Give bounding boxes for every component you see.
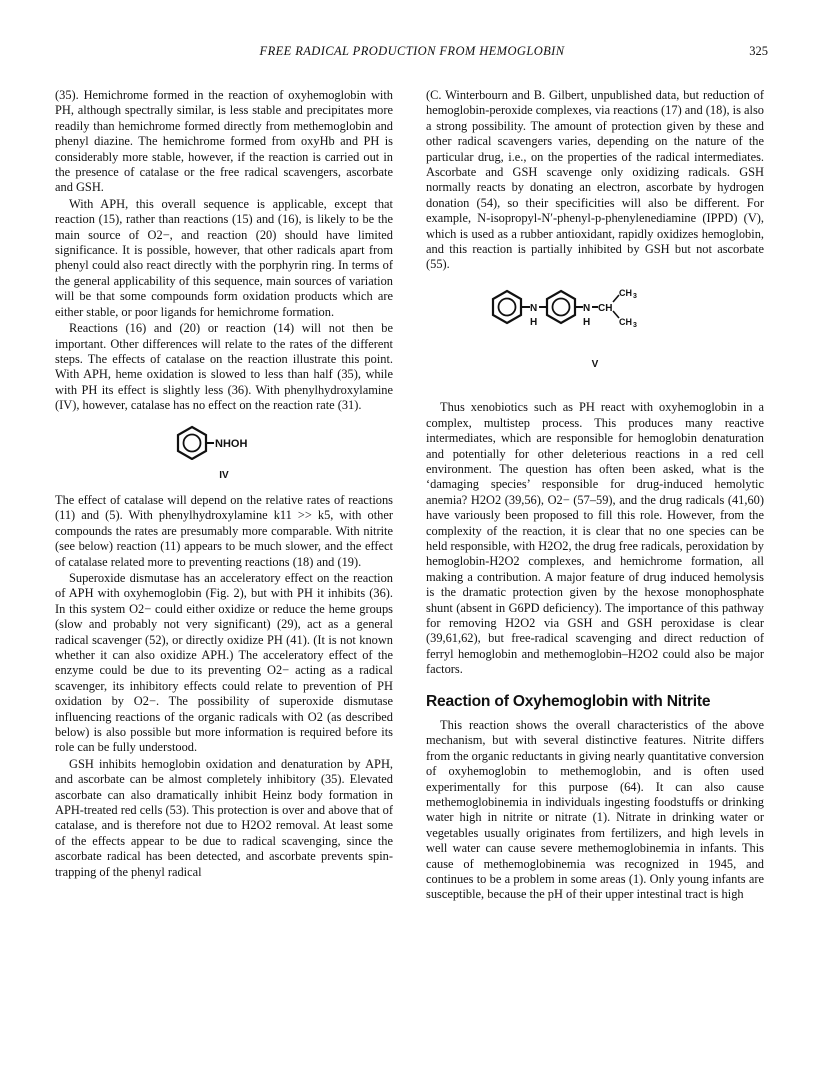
svg-text:3: 3 [633, 292, 637, 300]
paragraph: The effect of catalase will depend on the relative rates of reactions (11) and (5). With phenylhydroxylamine k11 >> k5, with other compounds the rates are presumably more comparable. With nitrite (see below) reaction (11) appears to be much slower, and the effect of catalase related more to preventing reactions (18) and (19). [55, 492, 393, 569]
svg-text:3: 3 [633, 321, 637, 329]
paragraph: Thus xenobiotics such as PH react with oxyhemoglobin in a complex, multistep process. This produces many reactive intermediates, which are responsible for hemoglobin denaturation and potentially for other deleterious reactions in a red cell environment. The question has often been asked, what is the ‘damaging species’ responsible for drug-induced hemolytic anemia? H2O2 (39,56), O2− (57–59), and the drug radicals (41,60) have variously been proposed to fill this role. However, from the complexity of the reaction, it is clear that no one species can be held responsible, with H2O2, the drug free radicals, peroxidation by hemoglobin-H2O2 complexes, and hemichrome formation, all making a contribution. A major feature of drug induced hemolysis is the dramatic protection given by the hexose monophosphate shunt (absent in G6PD deficiency). The importance of this pathway for removing H2O2 via GSH and GSH peroxidase is clear (39,61,62), but free-radical scavenging and direct reduction of ferryl hemoglobin and methemoglobin–H2O2 could also be major factors. [426, 400, 764, 677]
paragraph: (C. Winterbourn and B. Gilbert, unpublished data, but reduction of hemoglobin-peroxide complexes, via reactions (17) and (18), is also a strong possibility. The amount of protection given by these and other radical scavengers varies, depending on the nature of the particular drug, i.e., on the properties of the radical intermediates. Ascorbate and GSH scavenge only oxidizing radicals. GSH normally reacts by donating an electron, ascorbate by hydrogen donation (54), so their specificities will also be different. For example, N-isopropyl-N′-phenyl-p-phenylenediamine (IPPD) (V), which is used as a rubber antioxidant, rapidly oxidizes hemoglobin, and this reaction is partially inhibited by GSH but not ascorbate (55). [426, 88, 764, 272]
svg-text:N: N [530, 302, 538, 314]
paragraph: Superoxide dismutase has an acceleratory effect on the reaction of APH with oxyhemoglobin (Fig. 2), but with PH it inhibits (36). In this system O2− could either oxidize or reduce the heme groups (slow and probably not very significant) (29), act as a general radical scavenger (52), or directly oxidize PH (41). (It is not known whether it can also oxidize APH.) The acceleratory effect of the enzyme could be due to its preventing O2− acting as a radical scavenger, its inhibitory effects could relate to prevention of PH oxidation by O2−. The possibility of superoxide dismutase influencing reactions of the organic radicals with O2 (as described below) is also possible but more information is required before its role can be fully understood. [55, 570, 393, 755]
paragraph: (35). Hemichrome formed in the reaction of oxyhemoglobin with PH, although spectrally similar, is less stable and precipitates more readily than hemichrome formed directly from methemoglobin and phenyl diazine. The hemichrome formed from oxyHb and PH is considerably more stable, however, if the reaction is carried out in the presence of catalase or the free radical scavengers, ascorbate and GSH. [55, 88, 393, 195]
svg-text:N: N [583, 302, 591, 314]
paragraph: This reaction shows the overall characteristics of the above mechanism, but with several distinctive features. Nitrite differs from the organic reductants in giving nearly quantitative conversion of oxyhemoglobin to methemoglobin, and is often used experimentally for this purpose (64). It can also cause methemoglobinemia in individuals ingesting foodstuffs or drinking water high in nitrite or nitrate (1). Nitrate in drinking water or vegetables usually originates from fertilizers, and high levels in well water can cause severe methemoglobinemia in infants. This cause of methemoglobinemia was recognized in 1945, and continues to be a problem in some areas (1). Only young infants are susceptible, because the pH of their upper intestinal tract is high [426, 718, 764, 902]
paragraph: With APH, this overall sequence is applicable, except that reaction (15), rather than reactions (15) and (16), is likely to be the main source of O2−, and reaction (20) should have limited significance. It is possible, however, that other radicals apart from phenyl could also react directly with the porphyrin ring. In terms of the general applicability of this sequence, main sources of variation will be that some compounds form oxidation products which are either stable, or poor ligands for hemichrome formation. [55, 196, 393, 319]
structure-iv-group-label: NHOH [215, 437, 248, 450]
structure-v-label: V [591, 358, 599, 370]
page-number: 325 [749, 44, 768, 58]
structure-iv-phenylhydroxylamine [174, 424, 274, 460]
svg-text:H: H [583, 316, 591, 328]
running-title: FREE RADICAL PRODUCTION FROM HEMOGLOBIN [259, 44, 565, 58]
svg-text:CH: CH [619, 316, 632, 327]
page-header [56, 44, 768, 64]
right-column [426, 88, 764, 903]
structure-v-ippd [485, 283, 705, 333]
svg-text:CH: CH [598, 302, 613, 314]
svg-text:H: H [530, 316, 538, 328]
paragraph: Reactions (16) and (20) or reaction (14) will not then be important. Other differences will relate to the rates of the different steps. The effects of catalase on the reaction illustrate this point. With APH, heme oxidation is slowed to less than half (35), while with PH its effect is slightly less (36). With phenylhydroxylamine (IV), however, catalase has no effect on the reaction rate (31). [55, 321, 393, 413]
left-column [55, 88, 393, 880]
section-heading: Reaction of Oxyhemoglobin with Nitrite [426, 692, 711, 710]
structure-iv-label: IV [219, 469, 229, 481]
svg-text:CH: CH [619, 287, 632, 298]
paragraph: GSH inhibits hemoglobin oxidation and denaturation by APH, and ascorbate can be almost completely inhibitory (35). Elevated ascorbate can also dramatically inhibit Heinz body formation in APH-treated red cells (53). This protection is over and above that of catalase, and is therefore not due to H2O2 removal. At least some of the effects appear to be due to radical scavenging, since the ascorbate radical has been detected, and ascorbate prevents spin-trapping of the phenyl radical [55, 756, 393, 879]
